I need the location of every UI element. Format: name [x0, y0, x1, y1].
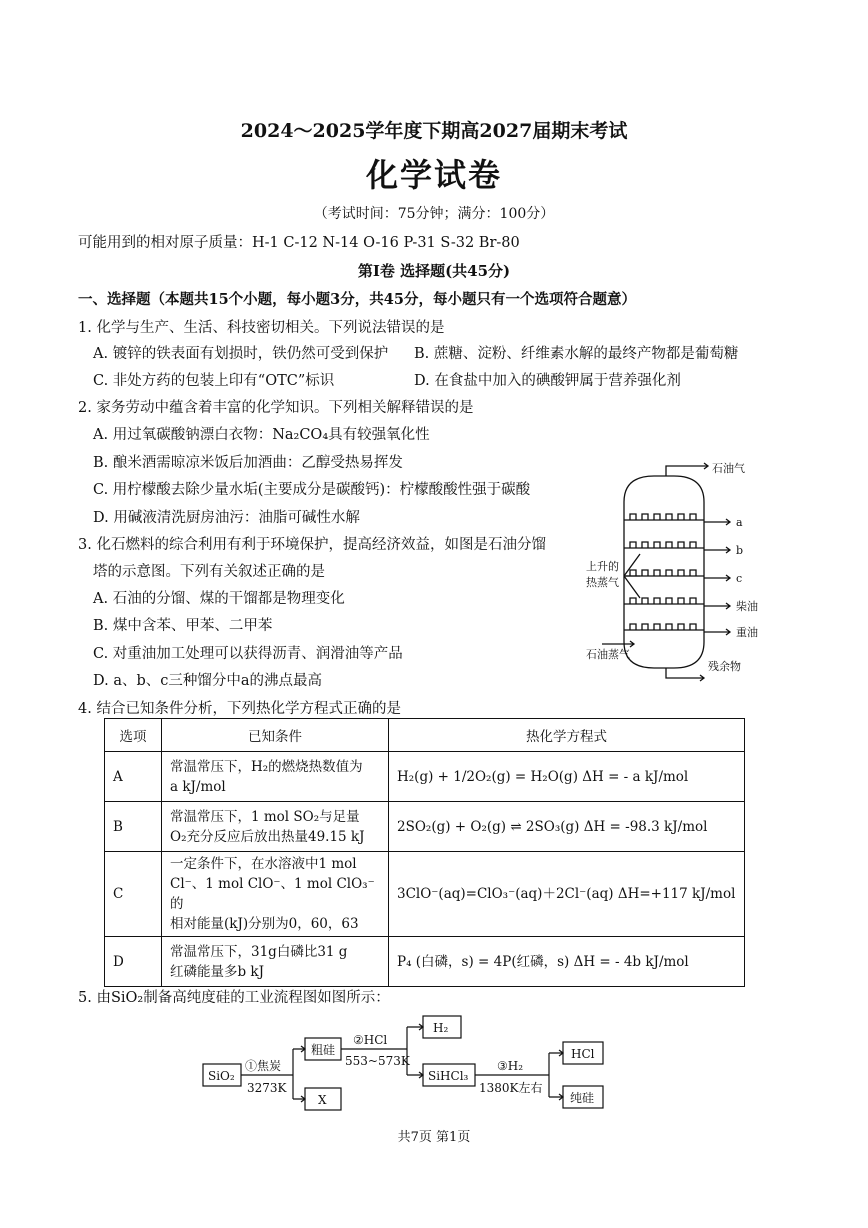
atomic-mass-line: 可能用到的相对原子质量：H-1 C-12 N-14 O-16 P-31 S-32 Br-80: [78, 235, 520, 251]
row-option: A: [105, 752, 162, 802]
q1-option-b: B. 蔗糖、淀粉、纤维素水解的最终产物都是葡萄糖: [414, 346, 739, 362]
row-condition: [162, 752, 389, 802]
section-title: 第Ⅰ卷 选择题(共45分): [357, 262, 511, 280]
condition-line: 常温常压下，1 mol SO₂与足量: [170, 808, 360, 825]
q1-option-c: C. 非处方药的包装上印有“OTC”标识: [93, 373, 335, 389]
outlet-heavy-oil-arrow: [704, 629, 730, 635]
row-equation: 2SO₂(g) + O₂(g) ⇌ 2SO₃(g) ΔH = -98.3 kJ/mol: [389, 802, 745, 852]
tray-5: [624, 624, 704, 630]
table-row: [105, 852, 745, 937]
row-equation: H₂(g) + 1/2O₂(g) = H₂O(g) ΔH = - a kJ/mol: [389, 752, 745, 802]
label-c: c: [736, 572, 743, 585]
row-condition: [162, 937, 389, 987]
flow-arrows-step2: [419, 1024, 423, 1078]
label-step3: ③H₂: [497, 1059, 524, 1073]
label-residue: 残余物: [708, 660, 741, 673]
row-equation: P₄ (白磷，s) = 4P(红磷，s) ΔH = - 4b kJ/mol: [389, 937, 745, 987]
q3-option-a: A. 石油的分馏、煤的干馏都是物理变化: [93, 591, 345, 607]
label-top-gas: 石油气: [712, 462, 745, 475]
header-equation: 热化学方程式: [389, 719, 745, 752]
q1-stem: 1. 化学与生产、生活、科技密切相关。下列说法错误的是: [78, 320, 445, 336]
condition-line: Cl⁻、1 mol ClO⁻、1 mol ClO₃⁻的: [170, 876, 375, 912]
part-one-instructions: 一、选择题（本题共15个小题，每小题3分，共45分，每小题只有一个选项符合题意）: [78, 291, 636, 308]
header-option: 选项: [105, 719, 162, 752]
row-option: D: [105, 937, 162, 987]
label-inlet: 石油蒸气: [586, 648, 630, 661]
table-header-row: [105, 719, 745, 752]
top-gas-pipe: [666, 466, 708, 476]
subject-title: 化学试卷: [365, 156, 502, 194]
q2-option-c: C. 用柠檬酸去除少量水垢(主要成分是碳酸钙)：柠檬酸酸性强于碳酸: [93, 482, 531, 498]
q4-table: [104, 718, 745, 987]
outlet-a-arrow: [704, 519, 730, 525]
q2-option-a: A. 用过氧碳酸钠漂白衣物：Na₂CO₄具有较强氧化性: [93, 427, 430, 443]
outlet-c-arrow: [704, 575, 730, 581]
label-temp2: 553~573K: [345, 1054, 410, 1068]
condition-line: 常温常压下，H₂的燃烧热数值为: [170, 758, 363, 775]
label-temp1: 3273K: [247, 1081, 287, 1095]
condition-line: 红磷能量多b kJ: [170, 963, 265, 980]
q3-option-b: B. 煤中含苯、甲苯、二甲苯: [93, 618, 273, 634]
table-row: [105, 752, 745, 802]
q1-option-a: A. 镀锌的铁表面有划损时，铁仍然可受到保护: [93, 346, 389, 362]
exam-title: 2024～2025学年度下期高2027届期末考试: [240, 120, 628, 142]
condition-line: a kJ/mol: [170, 778, 226, 795]
label-step1: ①焦炭: [245, 1059, 282, 1073]
label-b: b: [736, 544, 744, 557]
flow-arrows-step1: [301, 1046, 305, 1102]
silicon-process-flowchart: [195, 1012, 615, 1116]
inlet-arrow: [602, 641, 634, 647]
label-diesel: 柴油: [736, 600, 758, 613]
label-rising-2: 热蒸气: [586, 576, 619, 589]
label-hcl: HCl: [571, 1047, 595, 1061]
condition-line: O₂充分反应后放出热量49.15 kJ: [170, 828, 365, 845]
row-option: C: [105, 852, 162, 937]
outlet-diesel-arrow: [704, 603, 730, 609]
q3-stem-line1: 3. 化石燃料的综合利用有利于环境保护，提高经济效益，如图是石油分馏: [78, 537, 546, 553]
residue-arrow: [666, 668, 704, 681]
condition-line: 常温常压下，31g白磷比31 g: [170, 943, 348, 960]
q2-option-d: D. 用碱液清洗厨房油污：油脂可碱性水解: [93, 510, 360, 526]
q2-stem: 2. 家务劳动中蕴含着丰富的化学知识。下列相关解释错误的是: [78, 400, 474, 416]
outlet-b-arrow: [704, 547, 730, 553]
rising-vapor-lines: [624, 554, 640, 598]
condition-line: 相对能量(kJ)分别为0，60，63: [170, 916, 359, 932]
row-option: B: [105, 802, 162, 852]
exam-info: （考试时间：75分钟；满分：100分）: [313, 206, 555, 222]
row-equation: 3ClO⁻(aq)=ClO₃⁻(aq)＋2Cl⁻(aq) ΔH=+117 kJ/mol: [389, 852, 745, 937]
condition-line: 一定条件下，在水溶液中1 mol: [170, 856, 357, 872]
q3-stem-line2: 塔的示意图。下列有关叙述正确的是: [93, 564, 325, 580]
table-row: [105, 802, 745, 852]
label-sio2: SiO₂: [208, 1069, 235, 1083]
page-footer: 共7页 第1页: [397, 1130, 471, 1145]
label-heavy-oil: 重油: [736, 626, 758, 639]
tray-4: [624, 598, 704, 604]
tray-2: [624, 542, 704, 548]
tray-1: [624, 514, 704, 520]
row-condition: [162, 802, 389, 852]
tray-3: [624, 570, 704, 576]
label-temp3: 1380K左右: [479, 1081, 543, 1095]
label-h2: H₂: [433, 1021, 449, 1035]
table-row: [105, 937, 745, 987]
label-sihcl3: SiHCl₃: [428, 1069, 469, 1083]
q3-option-c: C. 对重油加工处理可以获得沥青、润滑油等产品: [93, 646, 403, 662]
label-pure-silicon: 纯硅: [570, 1091, 595, 1105]
q3-option-d: D. a、b、c三种馏分中a的沸点最高: [93, 673, 323, 689]
row-condition: [162, 852, 389, 937]
q2-option-b: B. 酿米酒需晾凉米饭后加酒曲：乙醇受热易挥发: [93, 455, 403, 471]
fractionating-tower-diagram: [580, 462, 780, 692]
label-crude-silicon: 粗硅: [311, 1043, 336, 1057]
label-x: X: [318, 1093, 327, 1107]
label-rising-1: 上升的: [586, 560, 619, 573]
q5-stem: 5. 由SiO₂制备高纯度硅的工业流程图如图所示：: [78, 990, 390, 1006]
label-step2: ②HCl: [353, 1033, 388, 1047]
label-a: a: [736, 516, 743, 529]
q4-stem: 4. 结合已知条件分析，下列热化学方程式正确的是: [78, 701, 401, 717]
header-condition: 已知条件: [162, 719, 389, 752]
q1-option-d: D. 在食盐中加入的碘酸钾属于营养强化剂: [414, 373, 681, 389]
